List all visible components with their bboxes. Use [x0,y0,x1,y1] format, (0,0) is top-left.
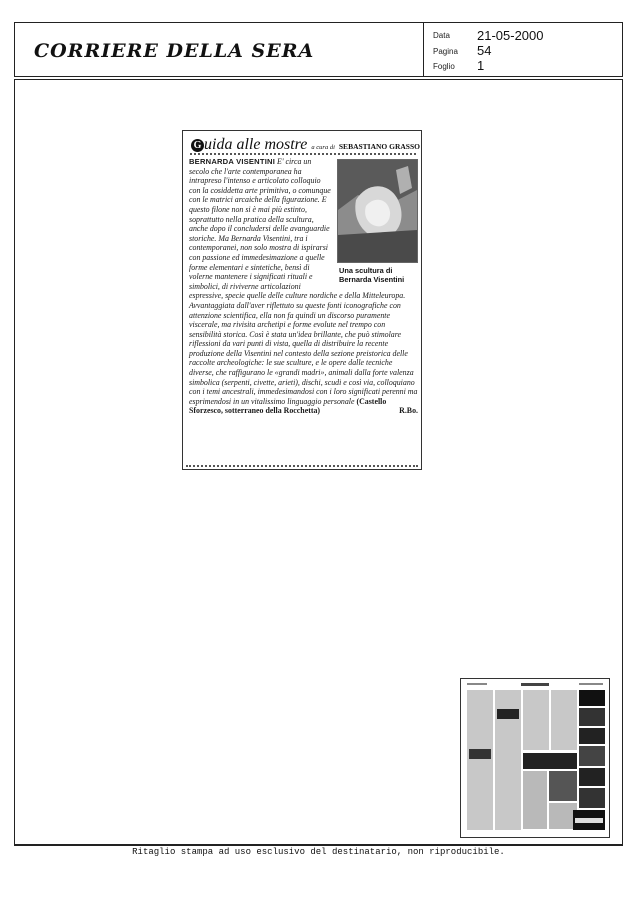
pagina-value: 54 [477,43,492,58]
article-venue: (Castello Sforzesco, sotterraneo della Rocchetta) [189,396,387,416]
clipping-heading [191,136,420,154]
foglio-label: Foglio [433,62,455,71]
clipping-bottom-rule [186,465,418,467]
foglio-value: 1 [477,58,485,73]
pagina-label: Pagina [433,47,458,56]
page-thumbnail [460,678,610,838]
header-divider [423,22,424,77]
article-signature: R.Bo. [399,406,418,416]
sculpture-photo [337,159,418,263]
newspaper-masthead: CORRIERE DELLA SERA [34,40,315,62]
heading-title: uida alle mostre [204,136,308,153]
article-lead-name: BERNARDA VISENTINI [189,157,276,166]
photo-caption: Una scultura di Bernarda Visentini [339,266,405,284]
data-value: 21-05-2000 [477,28,544,43]
article-body [189,157,418,416]
heading-initial: G [191,139,204,152]
data-label: Data [433,31,450,40]
heading-author: SEBASTIANO GRASSO [338,142,420,151]
dotted-rule [190,153,416,155]
copyright-notice: Ritaglio stampa ad uso esclusivo del destinatario, non riproducibile. [132,847,505,857]
article-text: E' circa un secolo che l'arte contemporanea ha intrapreso l'intenso e articolato colloquio con la cosiddetta arte primitiva, o comunque con le matrici arcaiche della figurazione. E questo filone non si è mai più estinto, soprattutto nella pratica della scultura, anche dopo il concludersi delle avanguardie storiche. Ma Bernarda Visentini, tra i contemporanei, non solo mostra di ispirarsi con passione ed immedesimazione a quelle forme elementari e sintetiche, bensì di volerne mantenere i significati rituali e simbolici, di riviverne articolazioni espressive, specie quelle delle culture nordiche e della Mitteleuropa. Avvantaggiata dall'aver riflettuto su queste fonti iconografiche con attenzione scientifica, ella non fa quindi un discorso puramente viscerale, ma rivisita archetipi e forme evolute nel trempo con sensibilità storica. Così è stata un'idea brillante, che può stimolare riflessioni da vari punti di vista, quella di distribuire la recente produzione della Visentini nel contesto della sezione preistorica delle raccolte archeologiche: le sue sculture, e le opere dalle tecniche diverse, che raffigurano le «grandi madri», animali dalla forte valenza simbolica (serpenti, civette, arieti), dischi, scudi e così via, colloquiano con i temi ancestrali, immedesimandosi con i loro significati perenni ma esprimendosi in un vitalissimo linguaggio personale [189,157,418,406]
heading-subtitle: a cura di [311,144,335,151]
